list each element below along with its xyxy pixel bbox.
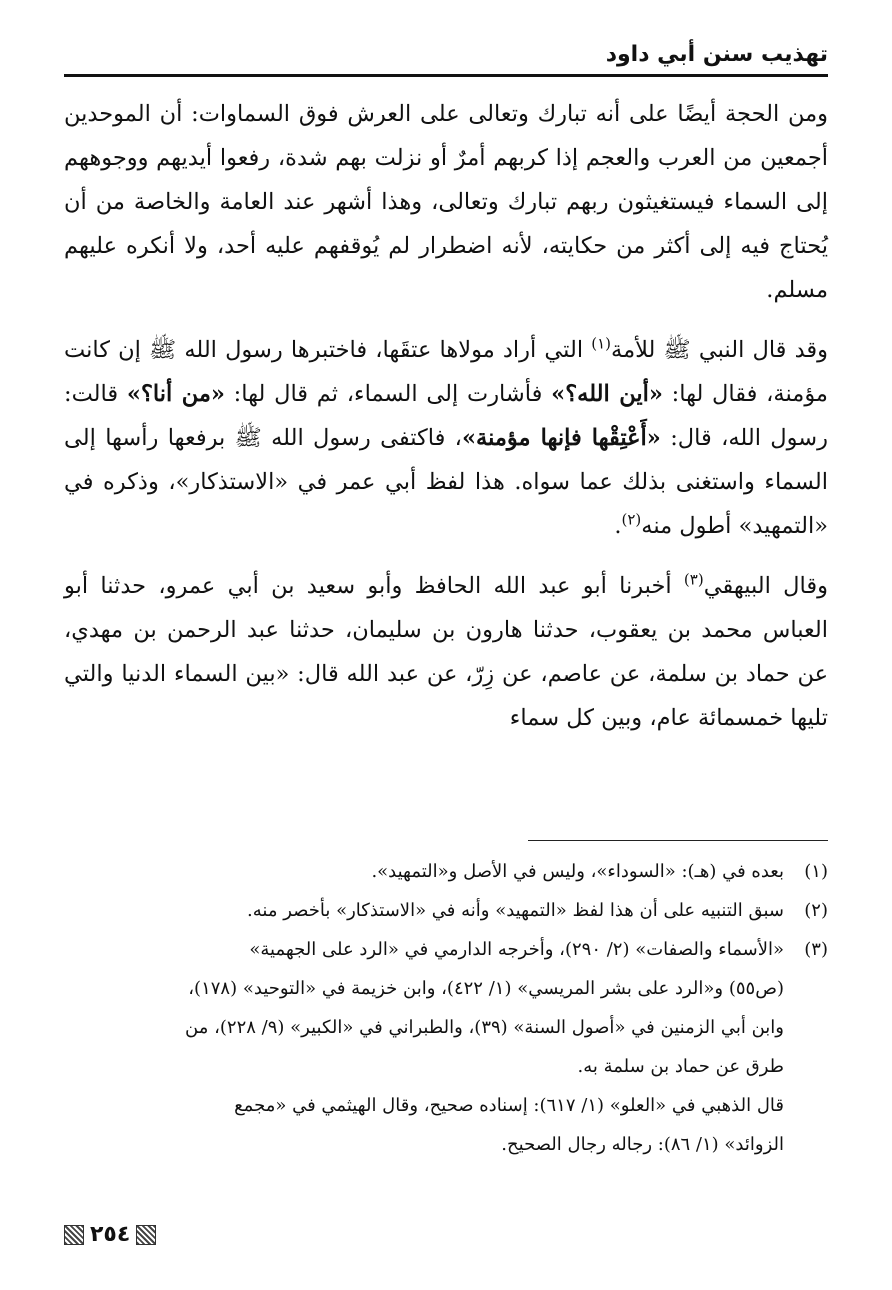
text-line: ومن الحجة أيضًا على أنه تبارك وتعالى على العرش فوق السماوات: bbox=[191, 101, 829, 127]
footnote-marker: (٣) bbox=[683, 570, 704, 589]
footnote-3 bbox=[64, 930, 828, 1164]
paragraph-1 bbox=[64, 92, 828, 312]
text-run: وقد قال النبي ﷺ للأمة bbox=[611, 337, 829, 363]
page-number: ٢٥٤ bbox=[90, 1222, 131, 1247]
paragraph-3 bbox=[64, 564, 828, 740]
quoted-hadith: «أين الله؟» bbox=[551, 381, 663, 407]
quoted-hadith: «أَعْتِقْها فإنها مؤمنة» bbox=[461, 425, 661, 451]
page-footer bbox=[64, 1222, 156, 1247]
footnote-1 bbox=[64, 852, 828, 891]
ornament-icon bbox=[136, 1225, 156, 1245]
footnote-text bbox=[64, 930, 784, 1164]
header-rule bbox=[64, 74, 828, 77]
text-run: التي أراد مولاها عتقَها، فاختبرها رسول الله ﷺ إن كانت مؤمنة، فقال لها: bbox=[64, 337, 828, 407]
text-run: ، فاكتفى رسول الله ﷺ برفعها رأسها إلى السماء واستغنى بذلك عما سواه. هذا لفظ أبي عمر في «الاستذكار»، وذكره في «التمهيد» أطول منه bbox=[64, 425, 828, 539]
text-run: . bbox=[614, 513, 622, 539]
text-run: أخبرنا أبو عبد الله الحافظ وأبو سعيد بن أبي عمرو، حدثنا أبو العباس محمد بن يعقوب، حدثنا هارون بن سليمان، حدثنا عبد الرحمن بن مهدي، عن حماد بن سلمة، عن عاصم، عن زِرّ، عن عبد الله قال: «بين السماء الدنيا والتي تليها خمسمائة عام، وبين كل سماء bbox=[64, 573, 828, 731]
footnote-text bbox=[64, 891, 784, 930]
footnote-text bbox=[64, 852, 784, 891]
text-run: وقال البيهقي bbox=[703, 573, 828, 599]
footnote-line: سبق التنبيه على أن هذا لفظ «التمهيد» وأنه في «الاستذكار» بأخصر منه. bbox=[247, 900, 784, 921]
text-line: اضطرار لم يُوقفهم عليه أحد، ولا أنكره عليهم مسلم. bbox=[64, 233, 828, 303]
footnote-number: (٢) bbox=[804, 900, 828, 921]
text-line: أشهر عند العامة والخاصة من أن يُحتاج فيه إلى أكثر من حكايته، لأنه bbox=[64, 189, 828, 259]
footnote-separator bbox=[528, 840, 828, 841]
footnote-line: (ص٥٥) و«الرد على بشر المريسي» (١/ ٤٢٢)، وابن خزيمة في «التوحيد» (١٧٨)، bbox=[188, 978, 784, 999]
text-line: أن الموحدين أجمعين من العرب والعجم إذا كربهم أمرٌ أو نزلت بهم شدة، bbox=[64, 101, 829, 171]
footnote-marker: (١) bbox=[591, 334, 612, 353]
footnote-line: الزوائد» (١/ ٨٦): رجاله رجال الصحيح. bbox=[501, 1134, 784, 1155]
footnote-number: (٣) bbox=[804, 939, 828, 960]
running-header bbox=[64, 36, 828, 74]
footnote-2 bbox=[64, 891, 828, 930]
text-run: فأشارت إلى السماء، ثم قال لها: bbox=[224, 381, 552, 407]
ornament-icon bbox=[64, 1225, 84, 1245]
footnotes bbox=[64, 852, 828, 1164]
text-run: قالت: رسول الله، قال: bbox=[64, 381, 828, 451]
paragraph-2 bbox=[64, 328, 828, 548]
footnote-line: بعده في (هـ): «السوداء»، وليس في الأصل و«التمهيد». bbox=[371, 861, 784, 882]
book-title: تهذيب سنن أبي داود bbox=[605, 42, 828, 67]
quoted-hadith: «من أنا؟» bbox=[126, 381, 225, 407]
text-line: رفعوا أيديهم ووجوههم إلى السماء فيستغيثون ربهم تبارك وتعالى، وهذا bbox=[64, 145, 828, 215]
footnote-line: طرق عن حماد بن سلمة به. bbox=[577, 1056, 784, 1077]
footnote-line: وابن أبي الزمنين في «أصول السنة» (٣٩)، والطبراني في «الكبير» (٩/ ٢٢٨)، من bbox=[185, 1017, 784, 1038]
footnote-line: «الأسماء والصفات» (٢/ ٢٩٠)، وأخرجه الدارمي في «الرد على الجهمية» bbox=[249, 939, 784, 960]
main-text bbox=[64, 92, 828, 756]
footnote-line: قال الذهبي في «العلو» (١/ ٦١٧): إسناده صحيح، وقال الهيثمي في «مجمع bbox=[234, 1095, 784, 1116]
footnote-number: (١) bbox=[804, 861, 828, 882]
footnote-marker: (٢) bbox=[621, 510, 642, 529]
